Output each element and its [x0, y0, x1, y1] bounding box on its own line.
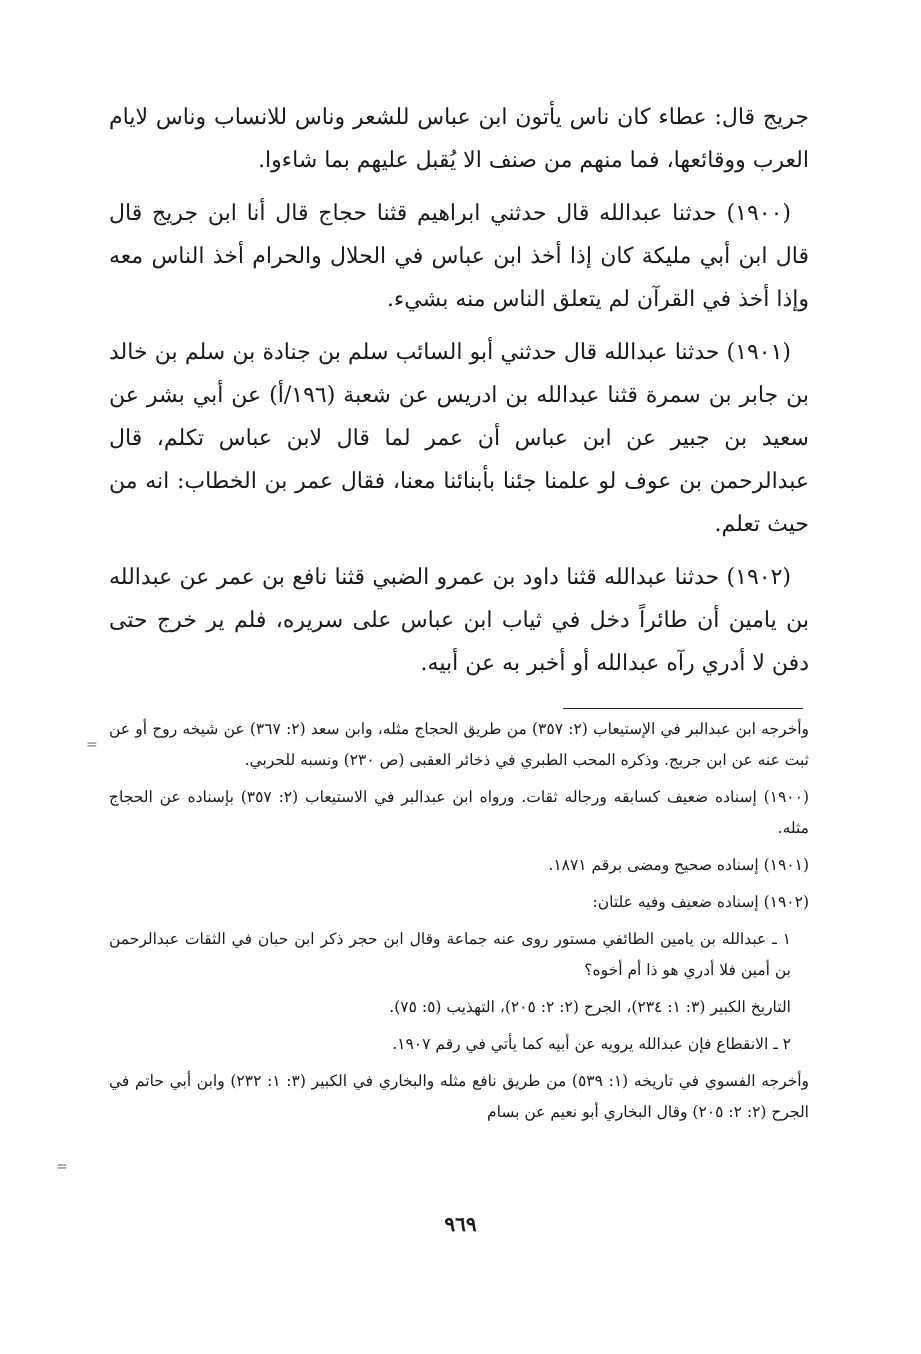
footnote-1900: (١٩٠٠) إسناده ضعيف كسابقه ورجاله ثقات. ورواه ابن عبدالبر في الاستيعاب (٢: ٣٥٧) بإسناده عن الحجاج مثله.	[109, 788, 809, 837]
footnotes-block	[109, 714, 809, 1134]
paragraph-continued: جريج قال: عطاء كان ناس يأتون ابن عباس للشعر وناس للانساب وناس لايام العرب ووقائعها، فما منهم من صنف الا يُقبل عليهم بما شاءوا.	[109, 105, 809, 173]
footnote-1901: (١٩٠١) إسناده صحيح ومضى برقم ١٨٧١.	[548, 856, 809, 874]
page-number: ٩٦٩	[444, 1212, 477, 1236]
footnote-1902: (١٩٠٢) إسناده ضعيف وفيه علتان:	[592, 893, 809, 911]
footnote-1902-reason-1: ١ ـ عبدالله بن يامين الطائفي مستور روى عنه جماعة وقال ابن حجر ذكر ابن حبان في الثقات عبدالرحمن بن أمين فلا أدري هو ذا أم أخوه؟	[109, 930, 791, 979]
margin-continuation-mark: =	[56, 1159, 68, 1175]
margin-continuation-mark: =	[86, 737, 98, 753]
hadith-1900: (١٩٠٠) حدثنا عبدالله قال حدثني ابراهيم قثنا حجاج قال أنا ابن جريج قال قال ابن أبي مليكة كان إذا أخذ ابن عباس في الحلال والحرام أخذ الناس معه وإذا أخذ في القرآن لم يتعلق الناس منه بشيء.	[109, 201, 809, 312]
hadith-1902: (١٩٠٢) حدثنا عبدالله قثنا داود بن عمرو الضبي قثنا نافع بن عمر عن عبدالله بن يامين أن طائراً دخل في ثياب ابن عباس على سريره، فلم ير خرج حتى دفن لا أدري رآه عبدالله أو أخبر به عن أبيه.	[109, 565, 809, 676]
footnote-separator	[563, 708, 803, 709]
main-text-block	[109, 96, 809, 695]
hadith-1901: (١٩٠١) حدثنا عبدالله قال حدثني أبو السائب سلم بن جنادة بن سلم بن خالد بن جابر بن سمرة قثنا عبدالله بن ادريس عن شعبة (١٩٦/أ) عن أبي بشر عن سعيد بن جبير عن ابن عباس أن عمر لما قال لابن عباس تكلم، قال عبدالرحمن بن عوف لو علمنا جئنا بأبنائنا معنا، فقال عمر بن الخطاب: انه من حيث تعلم.	[109, 340, 809, 537]
footnote-1902-sources: وأخرجه الفسوي في تاريخه (١: ٥٣٩) من طريق نافع مثله والبخاري في الكبير (٣: ١: ٢٣٢) وابن أبي حاتم في الجرح (٢: ٢: ٢٠٥) وقال البخاري أبو نعيم عن بسام	[109, 1072, 810, 1121]
footnote-continued: وأخرجه ابن عبدالبر في الإستيعاب (٢: ٣٥٧) من طريق الحجاج مثله، وابن سعد (٢: ٣٦٧) عن شيخه روح أو عن ثبت عنه عن ابن جريج. وذكره المحب الطبري في ذخائر العقبى (ص ٢٣٠) ونسبه للحربي.	[109, 720, 809, 769]
footnote-1902-reason-2: ٢ ـ الانقطاع فإن عبدالله يرويه عن أبيه كما يأتي في رقم ١٩٠٧.	[392, 1035, 791, 1053]
footnote-1902-references: التاريخ الكبير (٣: ١: ٢٣٤)، الجرح (٢: ٢: ٢٠٥)، التهذيب (٥: ٧٥).	[389, 998, 791, 1016]
